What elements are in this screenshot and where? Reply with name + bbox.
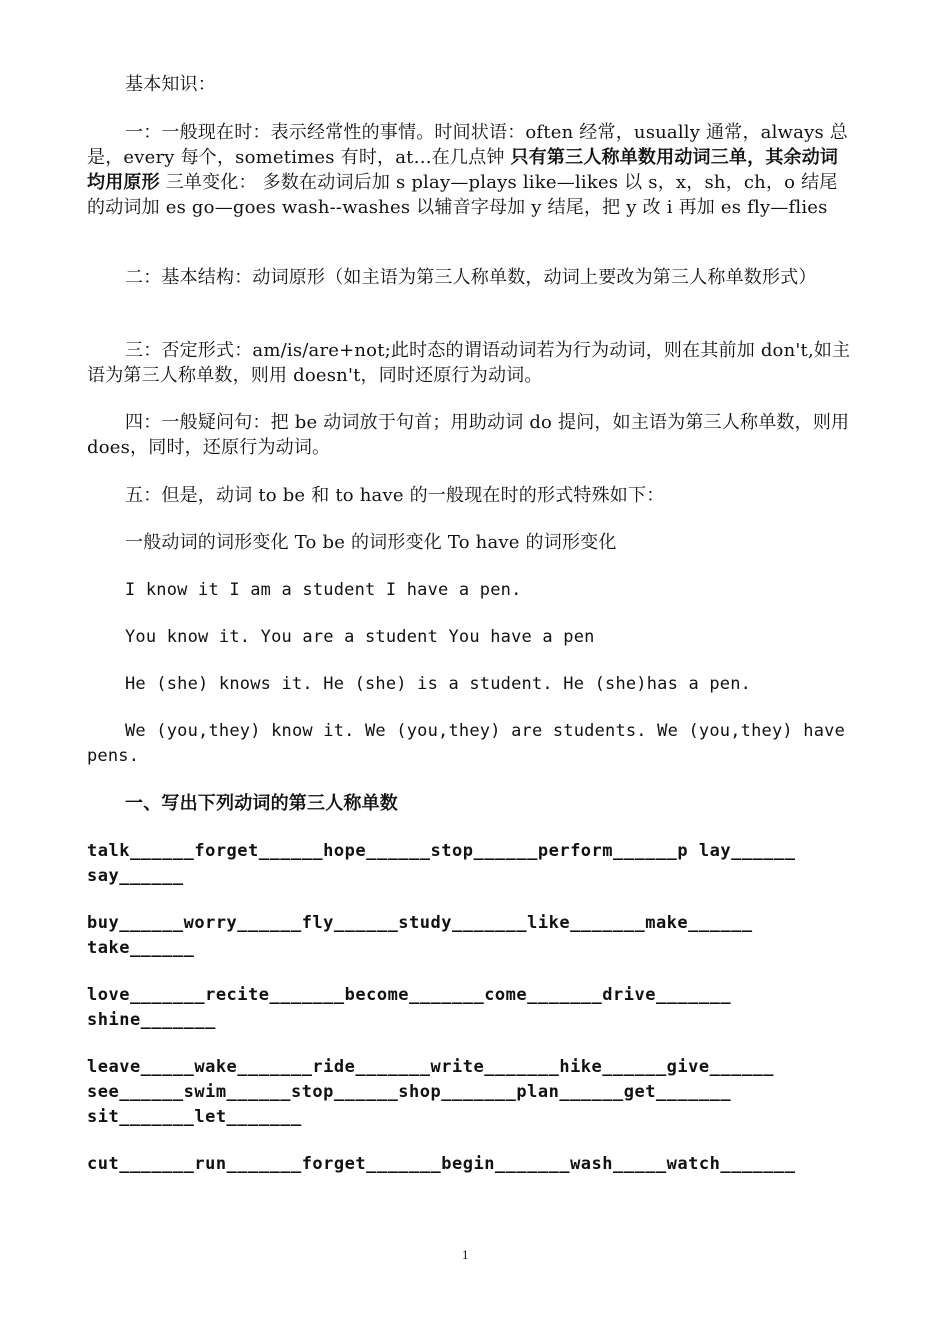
section-2: 二：基本结构：动词原形（如主语为第三人称单数，动词上要改为第三人称单数形式）: [125, 267, 817, 288]
exercise-line-5: cut_______run_______forget_______begin_______wash_____watch_______: [87, 1154, 796, 1174]
section-1-text-a: 一：一般现在时：表示经常性的事情。时间状语：often 经常，usually 通常，always 总是，every 每个，sometimes 有时，at…在几点钟: [87, 122, 849, 168]
exercise-title: 一、写出下列动词的第三人称单数: [125, 793, 398, 814]
section-5: 五：但是，动词 to be 和 to have 的一般现在时的形式特殊如下：: [125, 485, 665, 506]
exercise-line-1: talk______forget______hope______stop______perform______p lay______ say______: [87, 841, 807, 886]
example-row-3: He (she) knows it. He (she) is a student. He (she)has a pen.: [125, 674, 752, 694]
section-4: 四：一般疑问句：把 be 动词放于句首；用助动词 do 提问，如主语为第三人称单数，则用 does，同时，还原行为动词。: [87, 412, 856, 458]
example-row-2: You know it. You are a student You have a pen: [125, 627, 595, 647]
table-header: 一般动词的词形变化 To be 的词形变化 To have 的词形变化: [125, 532, 617, 553]
section-1-bold-rule: 只有第三人称单数用动词三单，其余动词均用原形: [87, 147, 839, 193]
exercise-line-3: love_______recite_______become_______come_______drive_______ shine_______: [87, 985, 742, 1030]
example-row-4: We (you,they) know it. We (you,they) are students. We (you,they) have pens.: [87, 721, 856, 766]
section-1-text-b: 三单变化： 多数在动词后加 s play—plays like—likes 以 s，x，sh，ch，o 结尾的动词加 es go—goes wash--washes 以辅音字母加 y 结尾，把 y 改 i 再加 es fly—flies: [87, 172, 838, 218]
exercise-line-4: leave_____wake_______ride_______write_______hike______give______ see______swim______stop______shop_______plan______get_______ sit_______let_______: [87, 1057, 785, 1127]
section-1: [87, 120, 852, 220]
page-number: 1: [462, 1247, 469, 1262]
exercise-line-2: buy______worry______fly______study_______like_______make______ take______: [87, 913, 764, 958]
heading: 基本知识：: [125, 74, 216, 95]
section-3: 三：否定形式：am/is/are+not;此时态的谓语动词若为行为动词，则在其前加 don't,如主语为第三人称单数，则用 doesn't，同时还原行为动词。: [87, 340, 851, 386]
example-row-1: I know it I am a student I have a pen.: [125, 580, 522, 600]
